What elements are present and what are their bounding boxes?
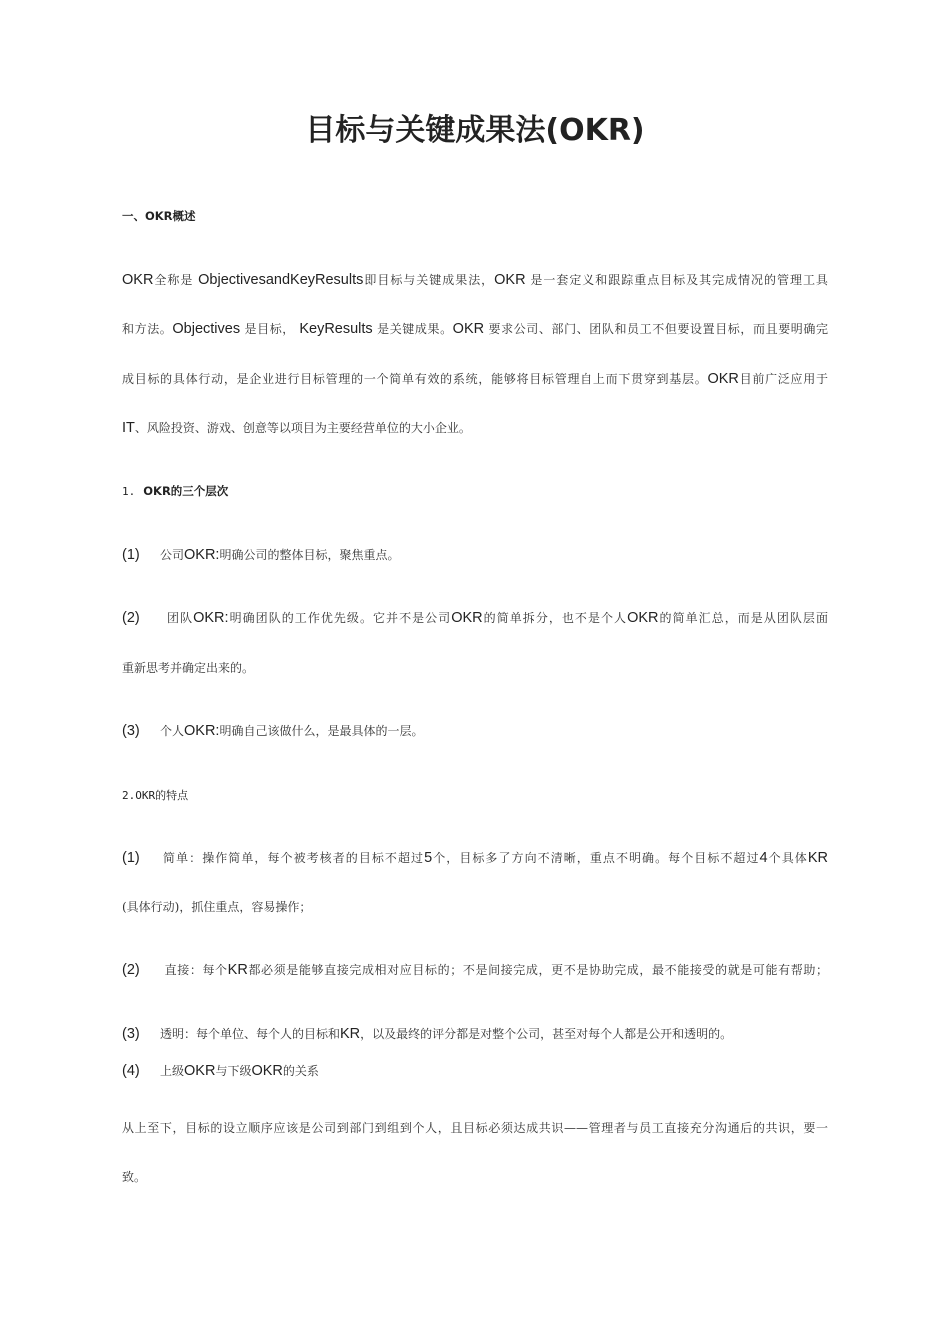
intro-line-3: 成目标的具体行动，是企业进行目标管理的一个简单有效的系统，能够将目标管理自上而下贯穿到基层。OKR目前广泛应用于 (122, 371, 828, 387)
intro-line-1: OKR全称是 ObjectivesandKeyResults即目标与关键成果法，OKR 是一套定义和跟踪重点目标及其完成情况的管理工具 (122, 272, 828, 288)
level-item-2: (2) 团队OKR:明确团队的工作优先级。它并不是公司OKR的简单拆分，也不是个人OKR的简单汇总，而是从团队层面 (122, 610, 828, 626)
subsection-heading-levels: 1. OKR的三个层次 (122, 484, 229, 498)
relation-line-2: 致。 (122, 1170, 147, 1184)
intro-line-4: IT、风险投资、游戏、创意等以项目为主要经营单位的大小企业。 (122, 420, 471, 436)
section-heading-overview: 一、OKR概述 (122, 209, 196, 223)
feature-item-1: (1) 简单：操作简单，每个被考核者的目标不超过5个，目标多了方向不清晰，重点不明确。每个目标不超过4个具体KR (122, 850, 828, 866)
subsection-heading-features: 2.OKR的特点 (122, 789, 189, 802)
feature-item-3: (3) 透明：每个单位、每个人的目标和KR，以及最终的评分都是对整个公司，甚至对每个人都是公开和透明的。 (122, 1026, 733, 1042)
page-title: 目标与关键成果法(OKR) (305, 113, 645, 148)
level-item-1: (1) 公司OKR:明确公司的整体目标，聚焦重点。 (122, 547, 400, 563)
intro-line-2: 和方法。Objectives 是目标， KeyResults 是关键成果。OKR 要求公司、部门、团队和员工不但要设置目标，而且要明确完 (122, 321, 828, 337)
feature-item-2: (2) 直接：每个KR都必须是能够直接完成相对应目标的；不是间接完成，更不是协助完成，最不能接受的就是可能有帮助； (122, 962, 828, 978)
feature-item-1-cont: (具体行动)，抓住重点，容易操作； (122, 900, 312, 914)
level-item-3: (3) 个人OKR:明确自己该做什么，是最具体的一层。 (122, 723, 424, 739)
relation-line-1: 从上至下，目标的设立顺序应该是公司到部门到组到个人，且目标必须达成共识——管理者与员工直接充分沟通后的共识，要一 (122, 1121, 828, 1135)
feature-item-4: (4) 上级OKR与下级OKR的关系 (122, 1063, 319, 1079)
level-item-2-cont: 重新思考并确定出来的。 (122, 661, 255, 675)
